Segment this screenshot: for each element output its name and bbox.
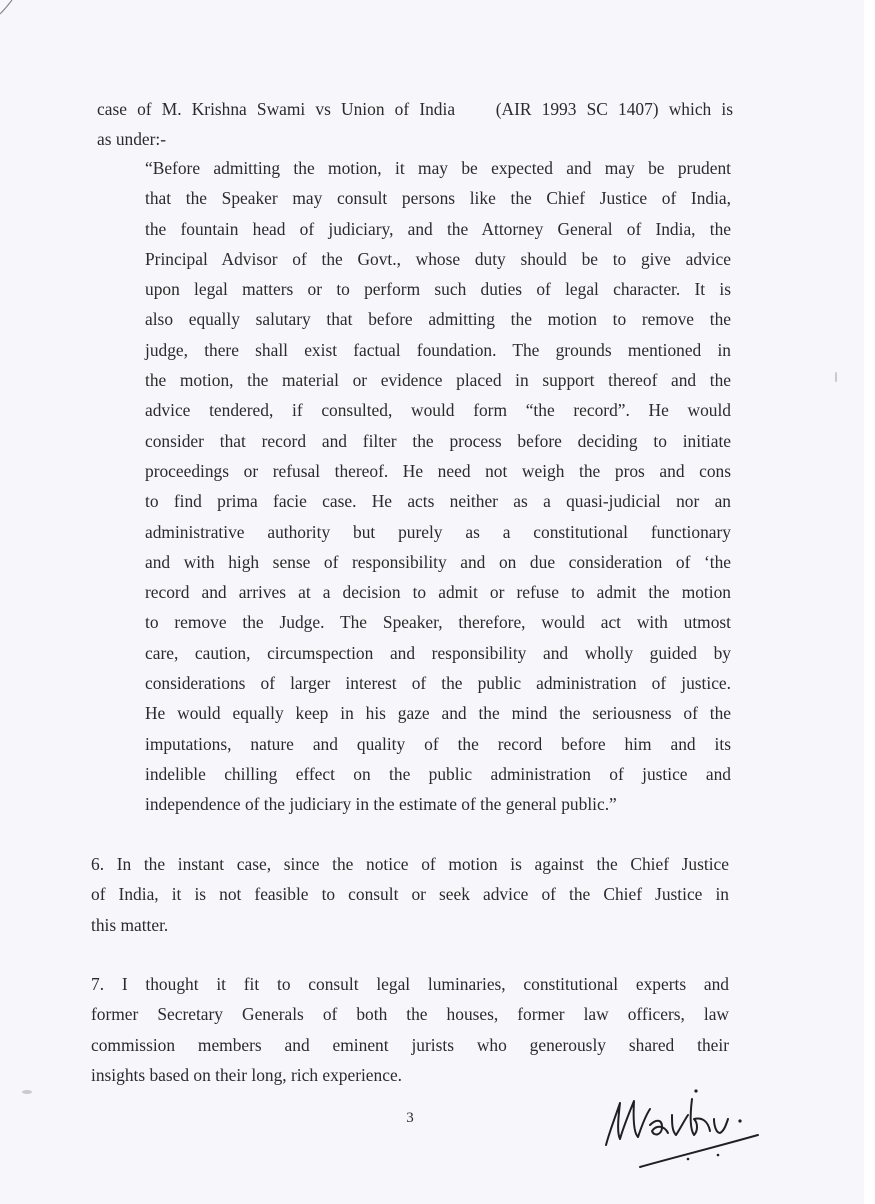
quote-line: to remove the Judge. The Speaker, therefore, would act with utmost — [145, 612, 731, 633]
text-line: former Secretary Generals of both the houses, former law officers, law — [91, 1004, 729, 1025]
quote-line: independence of the judiciary in the estimate of the general public.” — [145, 794, 617, 815]
quote-line: Principal Advisor of the Govt., whose duty should be to give advice — [145, 248, 731, 269]
scan-margin — [864, 0, 875, 1204]
text-line: commission members and eminent jurists who generously shared their — [91, 1034, 729, 1055]
scan-speck — [835, 372, 837, 382]
text-line: as under:- — [97, 129, 167, 150]
quote-line: upon legal matters or to perform such duties of legal character. It is — [145, 279, 731, 300]
quote-line: proceedings or refusal thereof. He need not weigh the pros and cons — [145, 460, 731, 481]
page-number: 3 — [406, 1110, 414, 1126]
quote-line: imputations, nature and quality of the record before him and its — [145, 733, 731, 754]
corner-mark — [0, 0, 30, 20]
text-line: of India, it is not feasible to consult or seek advice of the Chief Justice in — [91, 884, 729, 905]
scan-speck — [22, 1090, 32, 1094]
quote-line: administrative authority but purely as a constitutional functionary — [145, 521, 731, 542]
quote-line: indelible chilling effect on the public administration of justice and — [145, 763, 731, 784]
intro-paragraph — [97, 94, 733, 155]
text-line: this matter. — [91, 914, 169, 935]
text-line: 6. In the instant case, since the notice of motion is against the Chief Justice — [91, 854, 729, 874]
quote-line: the motion, the material or evidence placed in support thereof and the — [145, 370, 731, 391]
quote-line: to find prima facie case. He acts neither as a quasi-judicial nor an — [145, 491, 731, 512]
quote-line: also equally salutary that before admitting the motion to remove the — [145, 309, 731, 330]
text-line: insights based on their long, rich experience. — [91, 1064, 403, 1085]
quoted-judgment — [145, 153, 731, 820]
signature-image — [598, 1075, 768, 1175]
quote-line: the fountain head of judiciary, and the Attorney General of India, the — [145, 218, 731, 239]
text-line: 7. I thought it fit to consult legal luminaries, constitutional experts and — [91, 974, 729, 994]
paragraph-6 — [91, 849, 729, 940]
quote-line: record and arrives at a decision to admit or refuse to admit the motion — [145, 582, 731, 603]
quote-line: care, caution, circumspection and responsibility and wholly guided by — [145, 642, 731, 663]
text-line: case of M. Krishna Swami vs Union of India (AIR 1993 SC 1407) which is — [97, 99, 733, 119]
quote-line: considerations of larger interest of the public administration of justice. — [145, 673, 731, 694]
quote-line: He would equally keep in his gaze and the mind the seriousness of the — [145, 703, 731, 724]
quote-line: advice tendered, if consulted, would form “the record”. He would — [145, 400, 731, 421]
quote-line: judge, there shall exist factual foundation. The grounds mentioned in — [145, 339, 731, 360]
quote-line: “Before admitting the motion, it may be expected and may be prudent — [145, 158, 731, 178]
quote-line: and with high sense of responsibility and on due consideration of ‘the — [145, 551, 731, 572]
quote-line: consider that record and filter the process before deciding to initiate — [145, 430, 731, 451]
paragraph-7 — [91, 969, 729, 1090]
quote-line: that the Speaker may consult persons like the Chief Justice of India, — [145, 188, 731, 209]
